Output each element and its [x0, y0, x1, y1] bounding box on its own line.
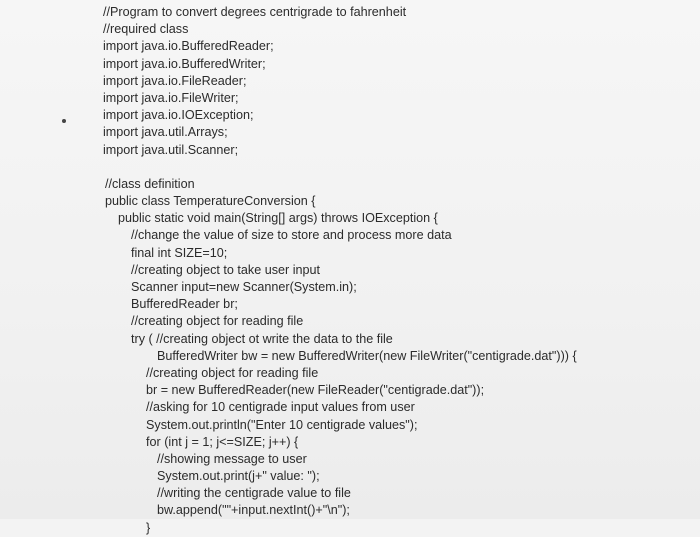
code-line: //change the value of size to store and process more data — [131, 228, 452, 243]
code-line: br = new BufferedReader(new FileReader("centigrade.dat")); — [146, 383, 485, 398]
code-line: final int SIZE=10; — [131, 245, 228, 260]
code-line: //creating object to take user input — [131, 262, 321, 277]
code-line: import java.util.Arrays; — [103, 125, 228, 140]
code-line: } — [146, 520, 151, 535]
code-line: try ( //creating object ot write the data to the file — [131, 331, 393, 346]
code-line: //showing message to user — [157, 451, 307, 466]
code-line: //required class — [103, 22, 189, 37]
code-line: //class definition — [105, 176, 195, 191]
code-line: BufferedReader br; — [131, 297, 238, 312]
code-line: //Program to convert degrees centrigrade to fahrenheit — [103, 5, 407, 19]
code-line: BufferedWriter bw = new BufferedWriter(new FileWriter("centigrade.dat"))) { — [157, 348, 577, 363]
code-line: import java.io.BufferedReader; — [103, 39, 274, 54]
code-line: import java.io.BufferedWriter; — [103, 56, 266, 71]
code-line: for (int j = 1; j<=SIZE; j++) { — [146, 434, 299, 449]
code-line: public static void main(String[] args) throws IOException { — [118, 211, 438, 226]
code-line: System.out.print(j+" value: "); — [157, 469, 320, 484]
code-line: //creating object for reading file — [146, 365, 319, 380]
code-line: Scanner input=new Scanner(System.in); — [131, 280, 357, 294]
code-line: //asking for 10 centigrade input values from user — [146, 400, 415, 415]
code-line: bw.append(""+input.nextInt()+"\n"); — [157, 503, 350, 518]
code-line: import java.io.IOException; — [103, 108, 254, 123]
code-line: //creating object for reading file — [131, 314, 304, 329]
code-line: //writing the centigrade value to file — [157, 486, 351, 501]
code-line: import java.io.FileReader; — [103, 73, 247, 88]
blank-line — [0, 159, 700, 176]
code-line: System.out.println("Enter 10 centigrade values"); — [146, 417, 418, 432]
code-line: import java.util.Scanner; — [103, 142, 239, 157]
code-listing — [0, 4, 700, 537]
code-line: import java.io.FileWriter; — [103, 90, 239, 105]
code-line: public class TemperatureConversion { — [105, 194, 316, 209]
